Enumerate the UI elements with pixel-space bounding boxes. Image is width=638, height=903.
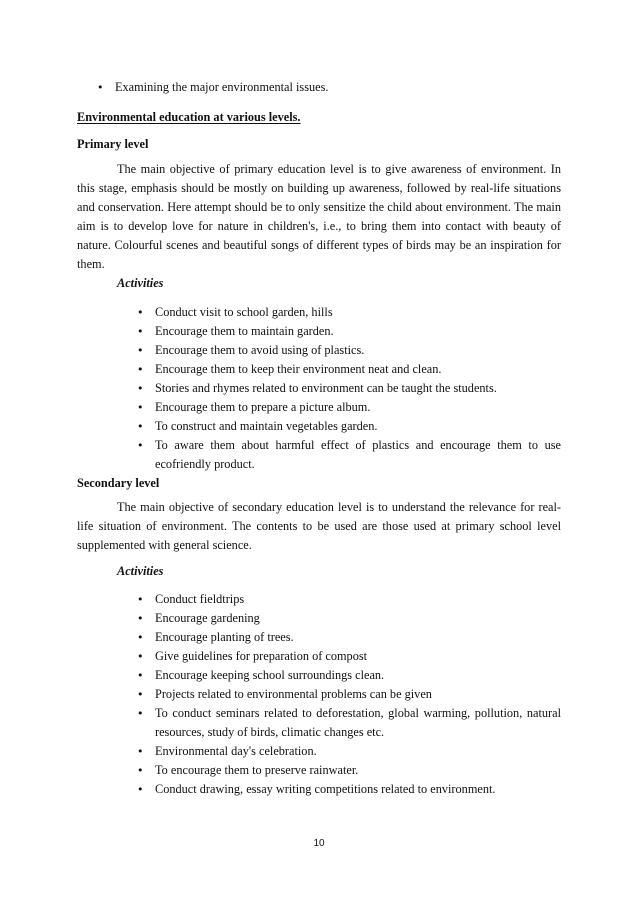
- primary-level-heading: Primary level: [77, 137, 149, 151]
- secondary-activity-item: • Environmental day's celebration.: [137, 742, 561, 761]
- primary-activities-list: [137, 303, 561, 474]
- secondary-activity-item: • Encourage planting of trees.: [137, 628, 561, 647]
- secondary-activity-item: • To encourage them to preserve rainwater.: [137, 761, 561, 780]
- primary-level-paragraph: The main objective of primary education level is to give awareness of environment. In this stage, emphasis should be mostly on building up awareness, followed by real-life situations and conservation. Here attempt should be to only sensitize the child about environment. The main aim is to develop love for nature in children's, i.e., to bring them into contact with beauty of nature. Colourful scenes and beautiful songs of different types of birds may be an inspiration for them.: [77, 162, 561, 271]
- secondary-activities-label: Activities: [117, 564, 164, 578]
- secondary-level-heading: Secondary level: [77, 476, 160, 490]
- secondary-activities-list: [137, 590, 561, 799]
- secondary-activity-item: • Encourage gardening: [137, 609, 561, 628]
- primary-activities-container: [137, 303, 561, 474]
- secondary-level-paragraph: The main objective of secondary education level is to understand the relevance for real-life situation of environment. The contents to be used are those used at primary school level supplemented with general science.: [77, 500, 561, 552]
- primary-activity-item: • To aware them about harmful effect of plastics and encourage them to use ecofriendly product.: [137, 436, 561, 474]
- primary-activity-item: • Encourage them to maintain garden.: [137, 322, 561, 341]
- secondary-activity-item: • To conduct seminars related to deforestation, global warming, pollution, natural resources, study of birds, climatic changes etc.: [137, 704, 561, 742]
- primary-activity-item: • Encourage them to keep their environment neat and clean.: [137, 360, 561, 379]
- primary-activity-item: • Stories and rhymes related to environment can be taught the students.: [137, 379, 561, 398]
- secondary-activities-container: [137, 590, 561, 799]
- intro-bullet-list-container: [97, 78, 561, 97]
- primary-activities-label: Activities: [117, 276, 164, 290]
- primary-activity-item: • To construct and maintain vegetables garden.: [137, 417, 561, 436]
- secondary-activity-item: • Conduct fieldtrips: [137, 590, 561, 609]
- intro-bullet-item: • Examining the major environmental issues.: [97, 78, 561, 97]
- section-title: Environmental education at various levels.: [77, 110, 301, 124]
- secondary-activity-item: • Projects related to environmental problems can be given: [137, 685, 561, 704]
- primary-activity-item: • Encourage them to prepare a picture album.: [137, 398, 561, 417]
- page-number: 10: [313, 838, 325, 849]
- secondary-activity-item: • Encourage keeping school surroundings clean.: [137, 666, 561, 685]
- primary-activity-item: • Encourage them to avoid using of plastics.: [137, 341, 561, 360]
- intro-bullet-list: [97, 78, 561, 97]
- primary-activity-item: • Conduct visit to school garden, hills: [137, 303, 561, 322]
- secondary-activity-item: • Give guidelines for preparation of compost: [137, 647, 561, 666]
- secondary-activity-item: • Conduct drawing, essay writing competitions related to environment.: [137, 780, 561, 799]
